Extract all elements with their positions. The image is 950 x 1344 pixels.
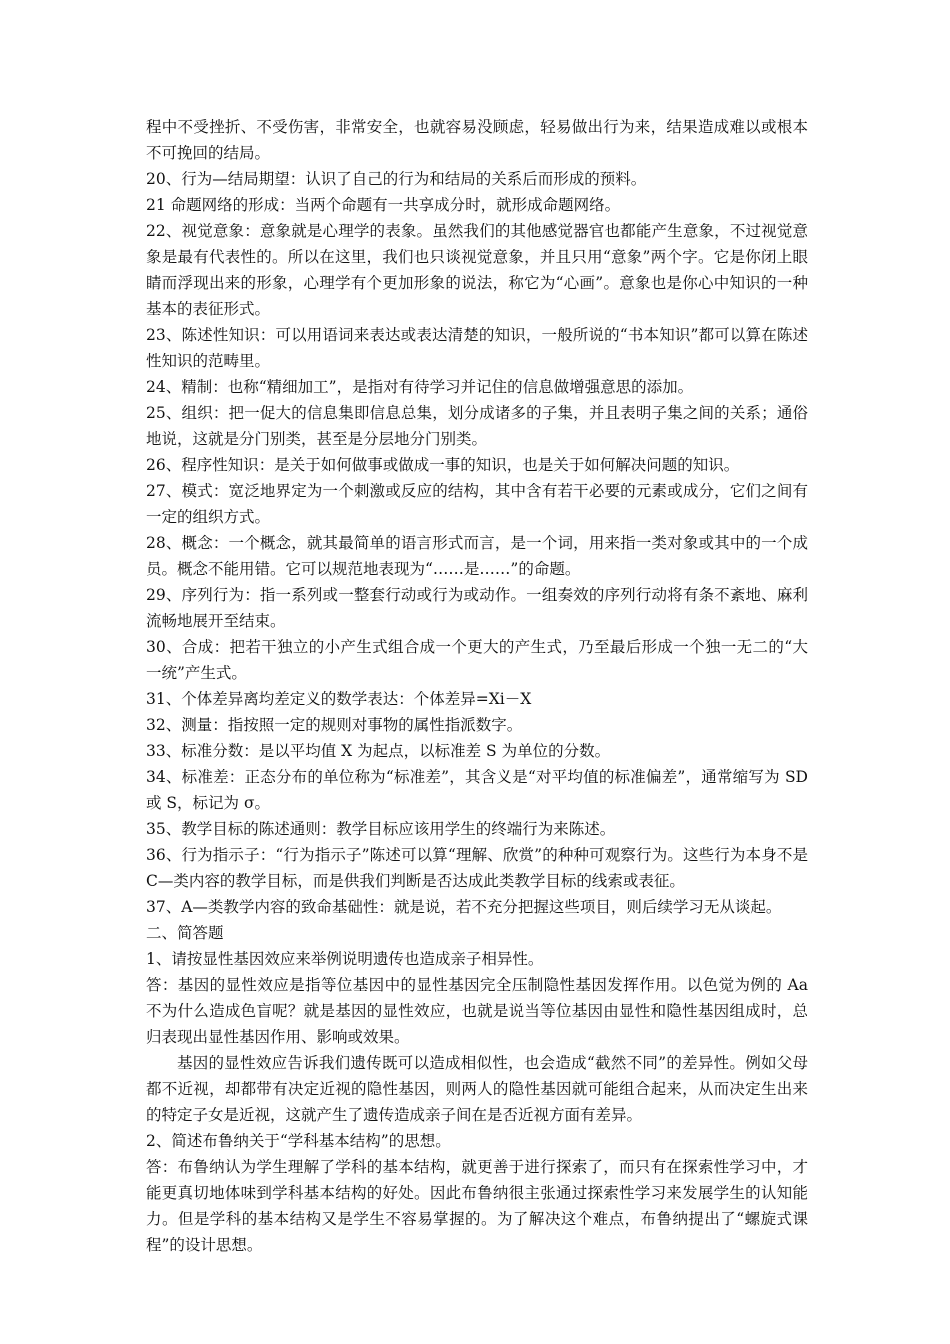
paragraph: 24、精制：也称“精细加工”，是指对有待学习并记住的信息做增强意思的添加。 — [146, 378, 694, 396]
paragraph: 答：基因的显性效应是指等位基因中的显性基因完全压制隐性基因发挥作用。以色觉为例的 Aa 不为什么造成色盲呢？就是基因的显性效应，也就是说当等位基因由显性和隐性基因组成时，总归表现出显性基因作用、影响或效果。 — [146, 976, 808, 1046]
paragraph: 20、行为—结局期望：认识了自己的行为和结局的关系后而形成的预料。 — [146, 170, 647, 188]
paragraph: 37、A—类教学内容的致命基础性：就是说，若不充分把握这些项目，则后续学习无从谈起。 — [146, 898, 782, 916]
paragraph: 25、组织：把一促大的信息集即信息总集，划分成诸多的子集，并且表明子集之间的关系；通俗地说，这就是分门别类，甚至是分层地分门别类。 — [146, 404, 808, 448]
paragraph: 21 命题网络的形成：当两个命题有一共享成分时，就形成命题网络。 — [146, 196, 621, 214]
paragraph: 28、概念：一个概念，就其最简单的语言形式而言，是一个词，用来指一类对象或其中的一个成员。概念不能用错。它可以规范地表现为“……是……”的命题。 — [146, 534, 808, 578]
paragraph: 26、程序性知识：是关于如何做事或做成一事的知识，也是关于如何解决问题的知识。 — [146, 456, 740, 474]
paragraph: 35、教学目标的陈述通则：教学目标应该用学生的终端行为来陈述。 — [146, 820, 616, 838]
paragraph: 31、个体差异离均差定义的数学表达：个体差异=Xi－X — [146, 690, 532, 708]
paragraph: 22、视觉意象：意象就是心理学的表象。虽然我们的其他感觉器官也都能产生意象，不过视觉意象是最有代表性的。所以在这里，我们也只谈视觉意象，并且只用“意象”两个字。它是你闭上眼睛而浮现出来的形象，心理学有个更加形象的说法，称它为“心画”。意象也是你心中知识的一种基本的表征形式。 — [146, 222, 808, 318]
paragraph: 1、请按显性基因效应来举例说明遗传也造成亲子相异性。 — [146, 950, 544, 968]
paragraph: 二、简答题 — [146, 924, 224, 942]
paragraph: 29、序列行为：指一系列或一整套行动或行为或动作。一组奏效的序列行动将有条不紊地、麻利流畅地展开至结束。 — [146, 586, 808, 630]
paragraph: 程中不受挫折、不受伤害，非常安全，也就容易没顾虑，轻易做出行为来，结果造成难以或根本不可挽回的结局。 — [146, 118, 808, 162]
paragraph: 30、合成：把若干独立的小产生式组合成一个更大的产生式，乃至最后形成一个独一无二的“大一统”产生式。 — [146, 638, 808, 682]
document-page — [146, 114, 808, 1258]
paragraph: 答：布鲁纳认为学生理解了学科的基本结构，就更善于进行探索了，而只有在探索性学习中，才能更真切地体味到学科基本结构的好处。因此布鲁纳很主张通过探索性学习来发展学生的认知能力。但是学科的基本结构又是学生不容易掌握的。为了解决这个难点，布鲁纳提出了“螺旋式课程”的设计思想。 — [146, 1158, 808, 1254]
paragraph: 32、测量：指按照一定的规则对事物的属性指派数字。 — [146, 716, 523, 734]
paragraph: 34、标准差：正态分布的单位称为“标准差”，其含义是“对平均值的标准偏差”，通常缩写为 SD 或 S，标记为 σ。 — [146, 768, 808, 812]
paragraph: 33、标准分数：是以平均值 X 为起点，以标准差 S 为单位的分数。 — [146, 742, 611, 760]
paragraph: 2、简述布鲁纳关于“学科基本结构”的思想。 — [146, 1132, 451, 1150]
paragraph: 基因的显性效应告诉我们遗传既可以造成相似性，也会造成“截然不同”的差异性。例如父母都不近视，却都带有决定近视的隐性基因，则两人的隐性基因就可能组合起来，从而决定生出来的特定子女是近视，这就产生了遗传造成亲子间在是否近视方面有差异。 — [146, 1054, 808, 1124]
paragraph: 27、模式：宽泛地界定为一个刺激或反应的结构，其中含有若干必要的元素或成分，它们之间有一定的组织方式。 — [146, 482, 808, 526]
paragraph: 36、行为指示子：“行为指示子”陈述可以算“理解、欣赏”的种种可观察行为。这些行为本身不是 C—类内容的教学目标，而是供我们判断是否达成此类教学目标的线索或表征。 — [146, 846, 808, 890]
paragraph: 23、陈述性知识：可以用语词来表达或表达清楚的知识，一般所说的“书本知识”都可以算在陈述性知识的范畴里。 — [146, 326, 808, 370]
